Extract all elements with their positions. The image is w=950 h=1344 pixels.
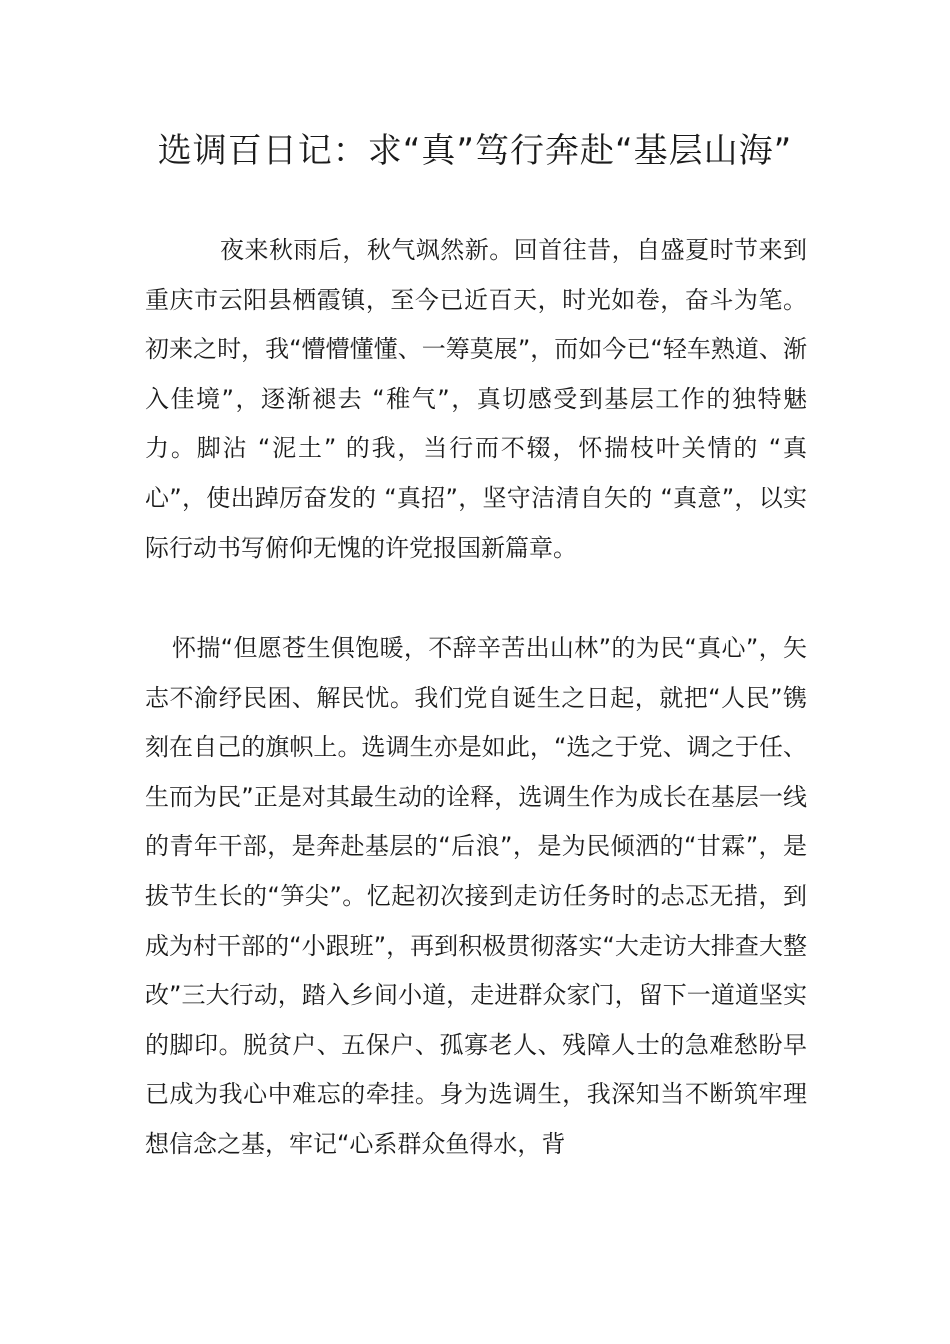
body-paragraph: 夜来秋雨后，秋气飒然新。回首往昔，自盛夏时节来到重庆市云阳县栖霞镇，至今已近百天，时光如卷，奋斗为笔。初来之时，我“懵懵懂懂、一筹莫展”，而如今已“轻车熟道、渐入佳境”，逐渐褪去 “稚气”，真切感受到基层工作的独特魅力。脚沾 “泥土” 的我，当行而不辍，怀揣枝叶关情的 “真心”，使出踔厉奋发的 “真招”，坚守洁清自矢的 “真意”，以实际行动书写俯仰无愧的许党报国新篇章。	[145, 236, 807, 562]
paragraph-block-1	[145, 226, 807, 573]
body-paragraph: 怀揣“但愿苍生俱饱暖，不辞辛苦出山林”的为民“真心”，矢志不渝纾民困、解民忧。我们党自诞生之日起，就把“人民”镌刻在自己的旗帜上。选调生亦是如此，“选之于党、调之于任、生而为民”正是对其最生动的诠释，选调生作为成长在基层一线的青年干部，是奔赴基层的“后浪”，是为民倾洒的“甘霖”，是拔节生长的“笋尖”。忆起初次接到走访任务时的忐忑无措，到成为村干部的“小跟班”，再到积极贯彻落实“大走访大排查大整改”三大行动，踏入乡间小道，走进群众家门，留下一道道坚实的脚印。脱贫户、五保户、孤寡老人、残障人士的急难愁盼早已成为我心中难忘的牵挂。身为选调生，我深知当不断筑牢理想信念之基，牢记“心系群众鱼得水，背	[145, 634, 807, 1158]
paragraph-block-2	[145, 624, 807, 1170]
document-title: 选调百日记：求“真”笃行奔赴“基层山海”	[157, 131, 793, 171]
